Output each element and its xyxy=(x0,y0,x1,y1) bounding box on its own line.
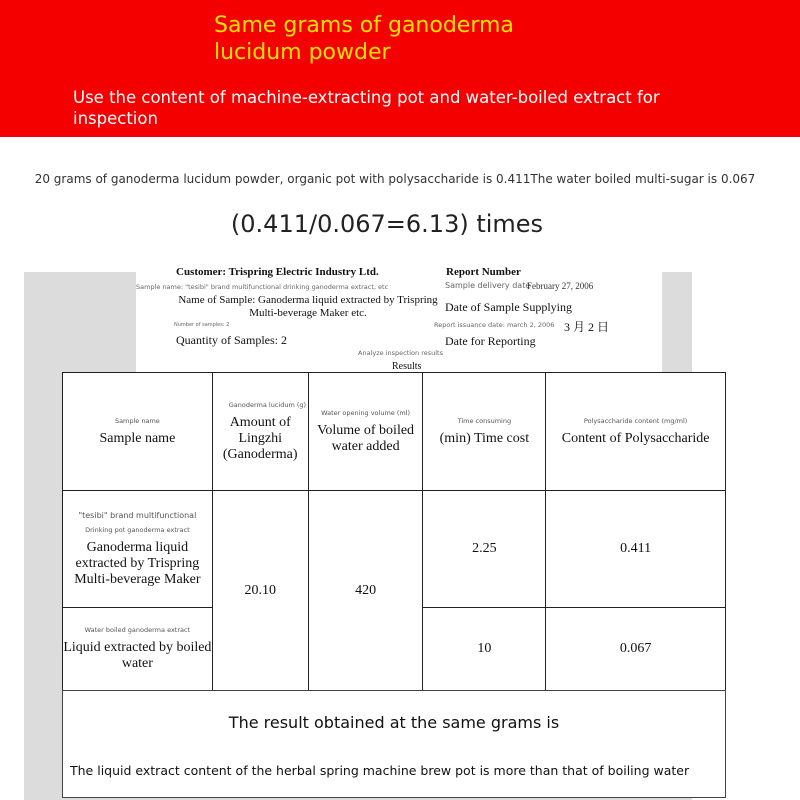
result-title: The result obtained at the same grams is xyxy=(228,713,560,732)
volume-cell: 420 xyxy=(308,491,423,691)
ratio-text: (0.411/0.067=6.13) times xyxy=(230,210,544,238)
header-time: Time consuming (min) Time cost xyxy=(423,373,546,491)
analyze-translation: Analyze inspection results xyxy=(358,349,443,357)
sample-name-translation: Sample name: "tesibi" brand multifunctional drinking ganoderma extract, etc xyxy=(136,283,389,291)
sample-name: Name of Sample: Ganoderma liquid extracted by Trispring Multi-beverage Maker etc. xyxy=(178,294,438,319)
delivery-date: February 27, 2006 xyxy=(527,281,594,291)
report-number: Report Number xyxy=(446,266,521,278)
time-cell: 10 xyxy=(423,608,546,691)
report-header xyxy=(136,268,662,378)
sample-name-cell: "tesibi" brand multifunctional Drinking pot ganoderma extract Ganoderma liquid extracted by Trispring Multi-beverage Maker xyxy=(63,491,213,608)
content-cell: 0.067 xyxy=(546,608,726,691)
num-samples-translation: Number of samples: 2 xyxy=(174,322,230,328)
header-content: Polysaccharide content (mg/ml) Content of Polysaccharide xyxy=(546,373,726,491)
issuance-date-cn: 3 月 2 日 xyxy=(564,320,610,334)
quantity: Quantity of Samples: 2 xyxy=(176,333,287,347)
amount-cell: 20.10 xyxy=(212,491,308,691)
results-table xyxy=(62,372,726,691)
header-amount: Ganoderma lucidum (g) Amount of Lingzhi (Ganoderma) xyxy=(212,373,308,491)
header-title: Same grams of ganoderma lucidum powder xyxy=(214,13,514,65)
table-header-row xyxy=(63,373,726,491)
header-volume: Water opening volume (ml) Volume of boiled water added xyxy=(308,373,423,491)
results-label: Results xyxy=(392,361,422,372)
time-cell: 2.25 xyxy=(423,491,546,608)
header-banner xyxy=(0,0,800,137)
date-supplying: Date of Sample Supplying xyxy=(445,300,572,314)
table-row xyxy=(63,491,726,608)
content-cell: 0.411 xyxy=(546,491,726,608)
delivery-translation: Sample delivery date xyxy=(445,281,531,290)
date-reporting: Date for Reporting xyxy=(445,334,536,348)
result-box xyxy=(62,690,726,798)
intro-text: 20 grams of ganoderma lucidum powder, organic pot with polysaccharide is 0.411The water boiled multi-sugar is 0.067 xyxy=(34,172,756,186)
sample-name-cell: Water boiled ganoderma extract Liquid extracted by boiled water xyxy=(63,608,213,691)
header-subtitle: Use the content of machine-extracting pot and water-boiled extract for inspection xyxy=(73,88,660,128)
header-sample-name: Sample name Sample name xyxy=(63,373,213,491)
result-text: The liquid extract content of the herbal spring machine brew pot is more than that of boiling water xyxy=(70,763,690,778)
customer: Customer: Trispring Electric Industry Ltd. xyxy=(176,266,379,278)
issuance-translation: Report issuance date: march 2, 2006 xyxy=(434,321,555,329)
